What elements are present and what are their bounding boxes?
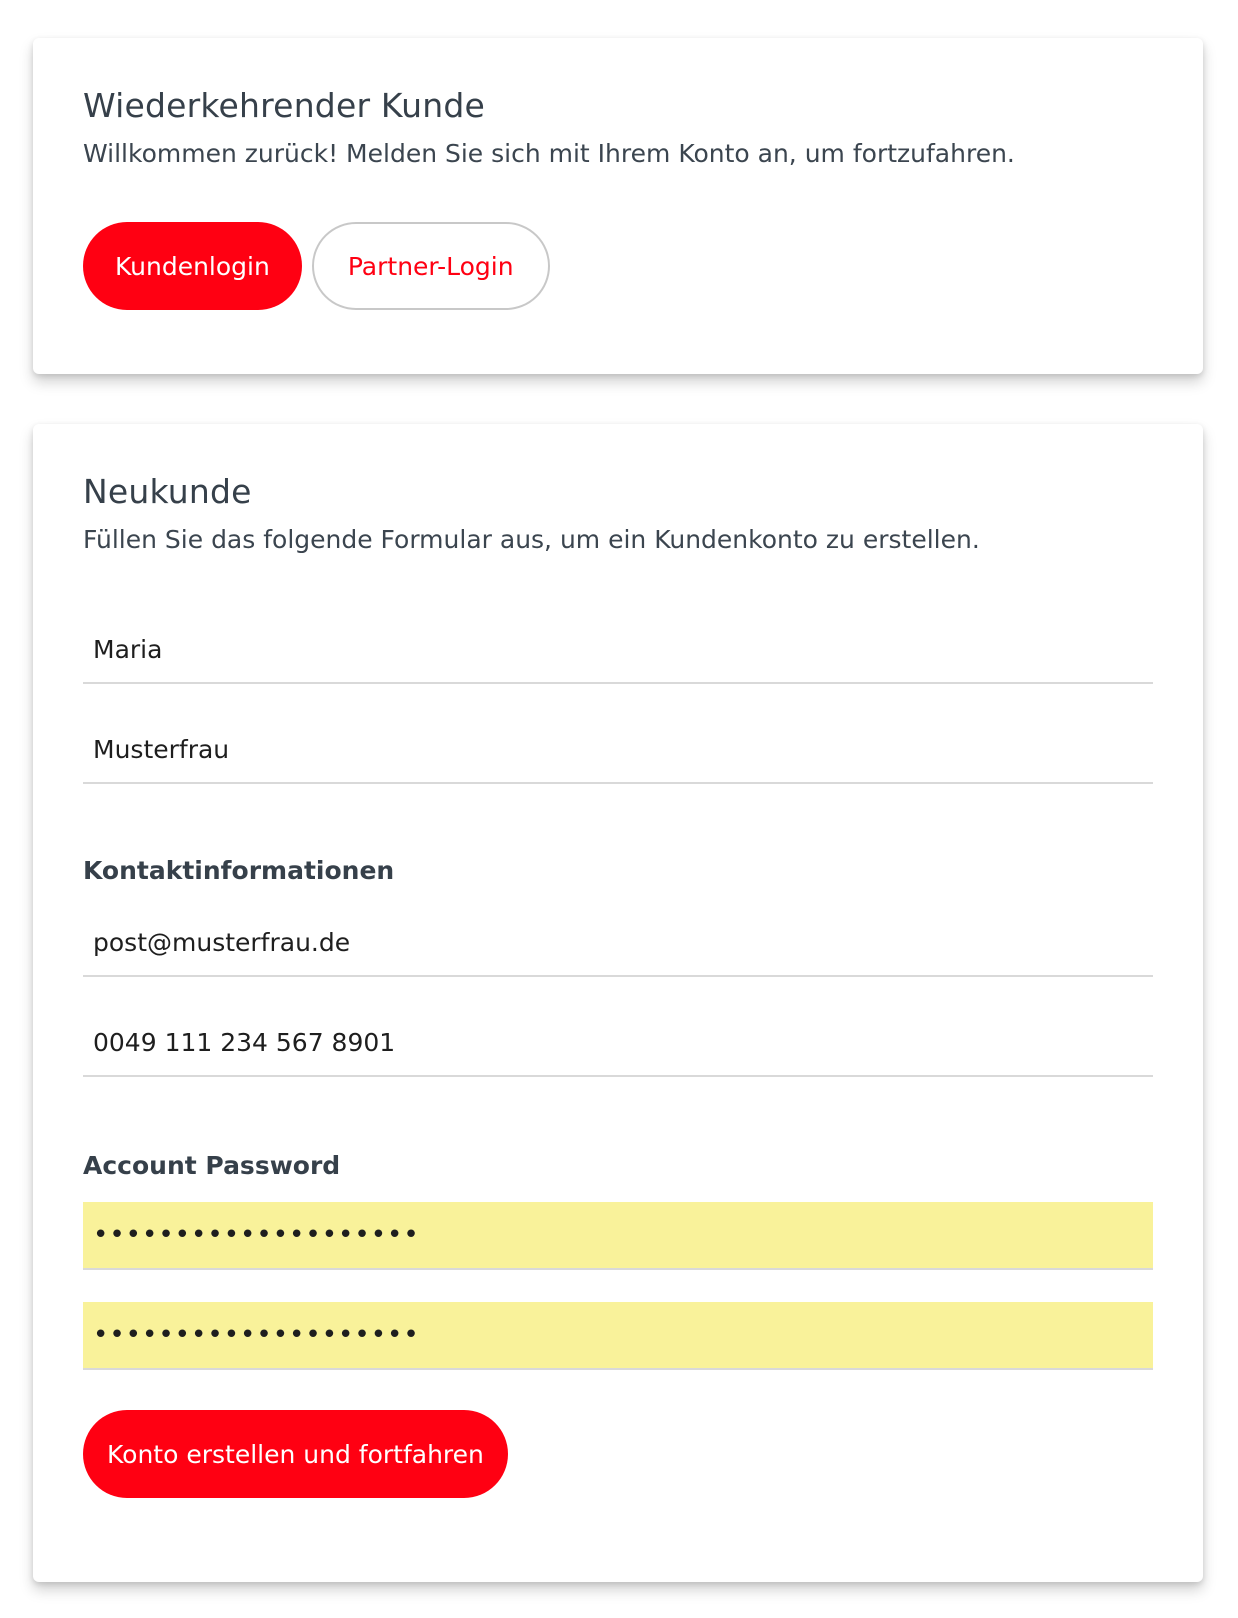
password-confirm-field[interactable] (83, 1302, 1153, 1368)
first-name-field-wrapper (83, 616, 1153, 684)
returning-customer-title: Wiederkehrender Kunde (83, 86, 485, 125)
password-field[interactable] (83, 1202, 1153, 1268)
first-name-field[interactable] (83, 616, 1153, 682)
email-field-wrapper (83, 909, 1153, 977)
returning-customer-card (33, 38, 1203, 374)
contact-info-label: Kontaktinformationen (83, 856, 395, 885)
new-customer-description: Füllen Sie das folgende Formular aus, um ein Kundenkonto zu erstellen. (83, 525, 980, 554)
submit-row (83, 1410, 1153, 1498)
phone-field[interactable] (83, 1009, 1153, 1075)
password-confirm-field-wrapper (83, 1302, 1153, 1370)
contact-fields (83, 909, 1153, 1077)
phone-field-wrapper (83, 1009, 1153, 1077)
last-name-field-wrapper (83, 716, 1153, 784)
login-button-row (83, 222, 1153, 310)
create-account-button[interactable]: Konto erstellen und fortfahren (83, 1410, 508, 1498)
new-customer-title: Neukunde (83, 472, 252, 511)
last-name-field[interactable] (83, 716, 1153, 782)
customer-login-button[interactable]: Kundenlogin (83, 222, 302, 310)
name-fields (83, 616, 1153, 784)
new-customer-card (33, 424, 1203, 1582)
partner-login-button[interactable]: Partner-Login (312, 222, 550, 310)
email-field[interactable] (83, 909, 1153, 975)
password-field-wrapper (83, 1202, 1153, 1270)
account-password-label: Account Password (83, 1151, 341, 1180)
returning-customer-description: Willkommen zurück! Melden Sie sich mit Ihrem Konto an, um fortzufahren. (83, 139, 1015, 168)
password-fields (83, 1202, 1153, 1370)
